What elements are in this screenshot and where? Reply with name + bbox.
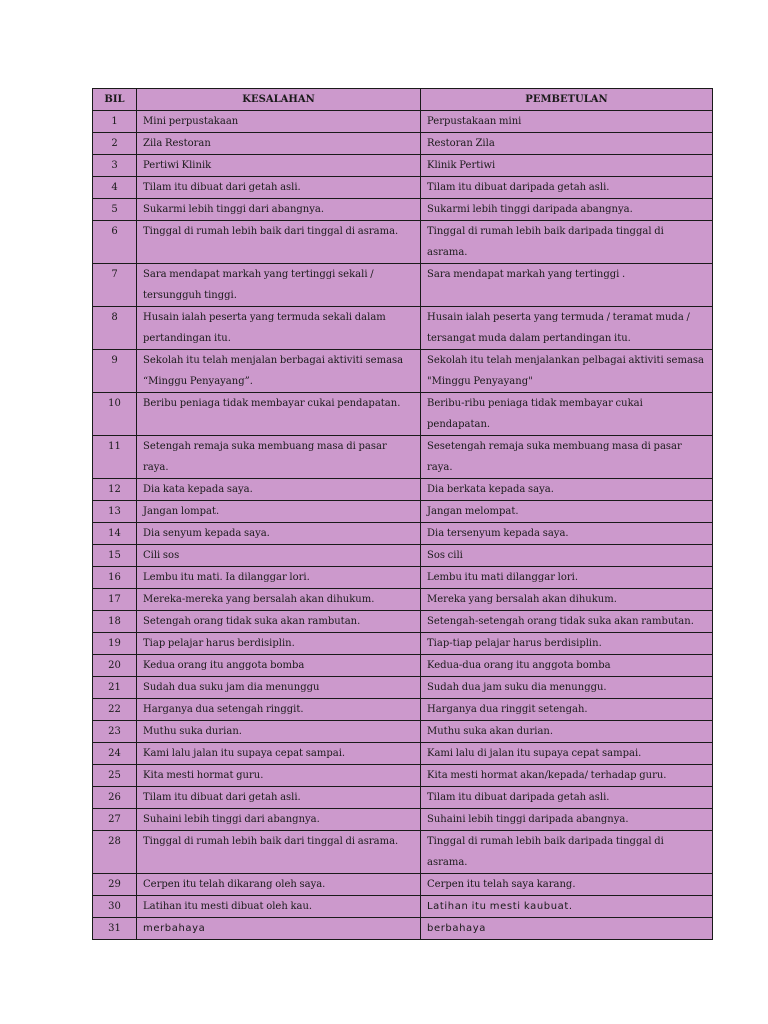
row-pembetulan: Kita mesti hormat akan/kepada/ terhadap guru. xyxy=(421,765,713,787)
row-pembetulan: Mereka yang bersalah akan dihukum. xyxy=(421,589,713,611)
row-number: 25 xyxy=(93,765,137,787)
row-number: 23 xyxy=(93,721,137,743)
table-row xyxy=(93,655,713,677)
table-row xyxy=(93,633,713,655)
row-kesalahan: Harganya dua setengah ringgit. xyxy=(137,699,421,721)
row-pembetulan: Sara mendapat markah yang tertinggi . xyxy=(421,264,713,307)
table-row xyxy=(93,721,713,743)
row-pembetulan: Suhaini lebih tinggi daripada abangnya. xyxy=(421,809,713,831)
row-kesalahan: Beribu peniaga tidak membayar cukai pendapatan. xyxy=(137,393,421,436)
row-pembetulan: Beribu-ribu peniaga tidak membayar cukai pendapatan. xyxy=(421,393,713,436)
table-row xyxy=(93,699,713,721)
row-kesalahan: Sara mendapat markah yang tertinggi sekali / tersungguh tinggi. xyxy=(137,264,421,307)
table-row xyxy=(93,155,713,177)
row-kesalahan: Suhaini lebih tinggi dari abangnya. xyxy=(137,809,421,831)
table-row xyxy=(93,611,713,633)
table-row xyxy=(93,264,713,307)
table-row xyxy=(93,350,713,393)
row-number: 29 xyxy=(93,874,137,896)
row-kesalahan: Latihan itu mesti dibuat oleh kau. xyxy=(137,896,421,918)
table-row xyxy=(93,831,713,874)
row-kesalahan: Pertiwi Klinik xyxy=(137,155,421,177)
row-kesalahan: Dia senyum kepada saya. xyxy=(137,523,421,545)
row-kesalahan: Sukarmi lebih tinggi dari abangnya. xyxy=(137,199,421,221)
row-pembetulan: Restoran Zila xyxy=(421,133,713,155)
row-pembetulan: Lembu itu mati dilanggar lori. xyxy=(421,567,713,589)
row-number: 4 xyxy=(93,177,137,199)
row-kesalahan: Cerpen itu telah dikarang oleh saya. xyxy=(137,874,421,896)
table-row xyxy=(93,307,713,350)
table-row xyxy=(93,896,713,918)
table-row xyxy=(93,765,713,787)
row-number: 3 xyxy=(93,155,137,177)
row-pembetulan: Latihan itu mesti kaubuat. xyxy=(421,896,713,918)
row-kesalahan: Lembu itu mati. Ia dilanggar lori. xyxy=(137,567,421,589)
row-number: 18 xyxy=(93,611,137,633)
table-body xyxy=(93,111,713,940)
table-row xyxy=(93,133,713,155)
table-row xyxy=(93,479,713,501)
row-kesalahan: Setengah remaja suka membuang masa di pasar raya. xyxy=(137,436,421,479)
table-row xyxy=(93,545,713,567)
row-number: 16 xyxy=(93,567,137,589)
row-pembetulan: Jangan melompat. xyxy=(421,501,713,523)
row-number: 14 xyxy=(93,523,137,545)
row-kesalahan: Tilam itu dibuat dari getah asli. xyxy=(137,787,421,809)
row-kesalahan: Husain ialah peserta yang termuda sekali dalam pertandingan itu. xyxy=(137,307,421,350)
row-pembetulan: Tinggal di rumah lebih baik daripada tinggal di asrama. xyxy=(421,221,713,264)
table-row xyxy=(93,677,713,699)
row-pembetulan: Muthu suka akan durian. xyxy=(421,721,713,743)
row-pembetulan: Sukarmi lebih tinggi daripada abangnya. xyxy=(421,199,713,221)
row-pembetulan: Setengah-setengah orang tidak suka akan rambutan. xyxy=(421,611,713,633)
table-row xyxy=(93,918,713,940)
row-pembetulan: Sesetengah remaja suka membuang masa di pasar raya. xyxy=(421,436,713,479)
header-pembetulan: PEMBETULAN xyxy=(421,89,713,111)
row-number: 24 xyxy=(93,743,137,765)
row-number: 21 xyxy=(93,677,137,699)
table-row xyxy=(93,501,713,523)
row-kesalahan: Dia kata kepada saya. xyxy=(137,479,421,501)
row-number: 31 xyxy=(93,918,137,940)
row-number: 26 xyxy=(93,787,137,809)
header-kesalahan: KESALAHAN xyxy=(137,89,421,111)
row-pembetulan: Sos cili xyxy=(421,545,713,567)
row-kesalahan: Zila Restoran xyxy=(137,133,421,155)
row-kesalahan: Kedua orang itu anggota bomba xyxy=(137,655,421,677)
row-kesalahan: Sudah dua suku jam dia menunggu xyxy=(137,677,421,699)
table-row xyxy=(93,523,713,545)
row-pembetulan: berbahaya xyxy=(421,918,713,940)
row-kesalahan: Setengah orang tidak suka akan rambutan. xyxy=(137,611,421,633)
row-pembetulan: Tilam itu dibuat daripada getah asli. xyxy=(421,787,713,809)
table-row xyxy=(93,393,713,436)
row-kesalahan: Kita mesti hormat guru. xyxy=(137,765,421,787)
row-number: 17 xyxy=(93,589,137,611)
row-number: 1 xyxy=(93,111,137,133)
row-kesalahan: Tinggal di rumah lebih baik dari tinggal di asrama. xyxy=(137,831,421,874)
row-kesalahan: Tinggal di rumah lebih baik dari tinggal di asrama. xyxy=(137,221,421,264)
row-pembetulan: Cerpen itu telah saya karang. xyxy=(421,874,713,896)
row-kesalahan: Sekolah itu telah menjalan berbagai aktiviti semasa “Minggu Penyayang”. xyxy=(137,350,421,393)
row-number: 30 xyxy=(93,896,137,918)
row-pembetulan: Harganya dua ringgit setengah. xyxy=(421,699,713,721)
row-number: 7 xyxy=(93,264,137,307)
row-kesalahan: Tiap pelajar harus berdisiplin. xyxy=(137,633,421,655)
row-pembetulan: Klinik Pertiwi xyxy=(421,155,713,177)
table-row xyxy=(93,874,713,896)
table-row xyxy=(93,787,713,809)
row-pembetulan: Tinggal di rumah lebih baik daripada tinggal di asrama. xyxy=(421,831,713,874)
row-kesalahan: Tilam itu dibuat dari getah asli. xyxy=(137,177,421,199)
row-number: 15 xyxy=(93,545,137,567)
row-pembetulan: Kedua-dua orang itu anggota bomba xyxy=(421,655,713,677)
row-kesalahan: Mini perpustakaan xyxy=(137,111,421,133)
row-number: 11 xyxy=(93,436,137,479)
row-pembetulan: Sekolah itu telah menjalankan pelbagai aktiviti semasa "Minggu Penyayang" xyxy=(421,350,713,393)
row-pembetulan: Perpustakaan mini xyxy=(421,111,713,133)
table-row xyxy=(93,589,713,611)
row-kesalahan: Kami lalu jalan itu supaya cepat sampai. xyxy=(137,743,421,765)
row-number: 8 xyxy=(93,307,137,350)
row-number: 5 xyxy=(93,199,137,221)
table-row xyxy=(93,111,713,133)
table-row xyxy=(93,221,713,264)
row-kesalahan: merbahaya xyxy=(137,918,421,940)
row-pembetulan: Dia berkata kepada saya. xyxy=(421,479,713,501)
row-number: 12 xyxy=(93,479,137,501)
table-row xyxy=(93,199,713,221)
row-number: 9 xyxy=(93,350,137,393)
correction-table xyxy=(92,88,713,940)
table-row xyxy=(93,177,713,199)
row-kesalahan: Jangan lompat. xyxy=(137,501,421,523)
row-number: 13 xyxy=(93,501,137,523)
row-number: 20 xyxy=(93,655,137,677)
row-pembetulan: Husain ialah peserta yang termuda / teramat muda / tersangat muda dalam pertandingan itu. xyxy=(421,307,713,350)
row-number: 2 xyxy=(93,133,137,155)
row-number: 19 xyxy=(93,633,137,655)
row-pembetulan: Sudah dua jam suku dia menunggu. xyxy=(421,677,713,699)
table-row xyxy=(93,436,713,479)
row-pembetulan: Tiap-tiap pelajar harus berdisiplin. xyxy=(421,633,713,655)
row-pembetulan: Dia tersenyum kepada saya. xyxy=(421,523,713,545)
row-kesalahan: Muthu suka durian. xyxy=(137,721,421,743)
row-number: 6 xyxy=(93,221,137,264)
table-header-row xyxy=(93,89,713,111)
row-number: 10 xyxy=(93,393,137,436)
row-number: 28 xyxy=(93,831,137,874)
row-kesalahan: Cili sos xyxy=(137,545,421,567)
row-number: 27 xyxy=(93,809,137,831)
table-row xyxy=(93,743,713,765)
table-row xyxy=(93,809,713,831)
row-pembetulan: Tilam itu dibuat daripada getah asli. xyxy=(421,177,713,199)
row-pembetulan: Kami lalu di jalan itu supaya cepat sampai. xyxy=(421,743,713,765)
table-row xyxy=(93,567,713,589)
row-number: 22 xyxy=(93,699,137,721)
row-kesalahan: Mereka-mereka yang bersalah akan dihukum. xyxy=(137,589,421,611)
header-bil: BIL xyxy=(93,89,137,111)
